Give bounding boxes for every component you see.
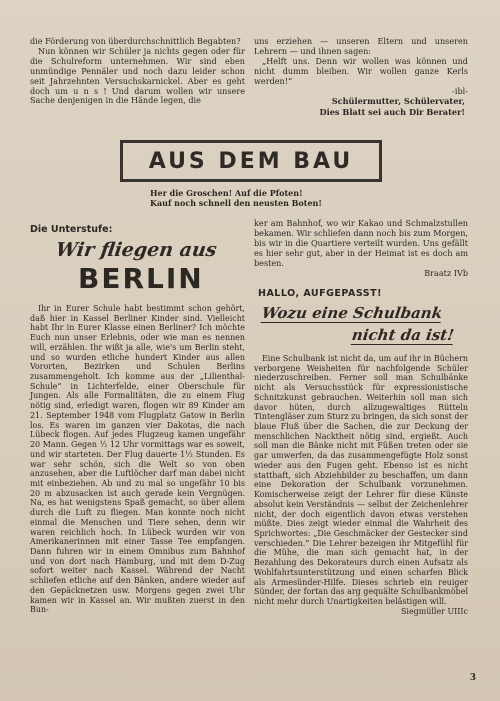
headline2-line1: [261, 304, 444, 322]
paragraph: die Förderung von überdurchschnittlich Begabten?: [30, 36, 241, 46]
headline-script: Wir fliegen aus: [54, 239, 219, 261]
headline2-line2: [351, 326, 455, 344]
article-text: Ihr in Eurer Schule habt bestimmt schon gehört, daß hier in Kassel Berliner Kinder sind. Vielleicht habt Ihr in Eurer Klasse einen Berliner? Ich möchte Euch nun unser Erlebnis, oder wie man es nennen will, erzählen. Ihr wißt ja alle, wie's um Berlin steht, und so wurden etliche hundert Kinder aus allen Vororten, Bezirken und Schulen Berlins zusammengeholt. Ich komme aus der „Lilienthal-Schule“ in Lichterfelde, einer Oberschule für Jungen. Als alle Formalitäten, die zu einem Flug nötig sind, erledigt waren, flogen wir 89 Kinder am 21. September 1948 vom Flugplatz Gatow in Berlin los. Es waren im ganzen vier Dakotas, die nach Lübeck flogen. Auf jedes Flugzeug kamen ungefähr 20 Mann. Gegen ½ 12 Uhr vormittags war es soweit, und wir starteten. Der Flug dauerte 1½ Stunden. Es war sehr schön, sich die Welt so von oben anzusehen, aber die Luftlöcher darf man dabei nicht mit einbeziehen. Ab und zu mal so ungefähr 10 bis 20 m abzusacken ist auch gerade kein Vergnügen. Na, es hat wenigstens Spaß gemacht, so über allem durch die Luft zu fliegen. Man konnte noch nicht einmal die Menschen und Tiere sehen, denn wir waren reichlich hoch. In Lübeck wurden wir von Amerikanerinnen mit einer Tasse Tee empfangen. Dann fuhren wir in einem Omnibus zum Bahnhof und von dort nach Hamburg, und mit dem D-Zug sofort weiter nach Kassel. Während der Nacht schliefen etliche auf den Bänken, andere wieder auf den Gepäcknetzen usw. Morgens gegen zwei Uhr kamen wir in Kassel an. Wir mußten zuerst in den Bun-: [30, 304, 245, 615]
top-left-column: [30, 37, 245, 106]
kicker: HALLO, AUFGEPASST!: [258, 288, 382, 299]
banner-subtitle: [150, 188, 410, 208]
top-right-column: [254, 37, 468, 96]
article-schulbank: [254, 354, 468, 616]
appeal-box: [290, 96, 465, 117]
headline2-text: Wozu eine Schulbank: [260, 304, 444, 322]
appeal-line: Dies Blatt sei auch Dir Berater!: [319, 106, 465, 117]
appeal-line: Schülermutter, Schülervater,: [331, 96, 465, 106]
signature: -ibl-: [452, 85, 468, 96]
signature: Siegmüller UIIIc: [400, 606, 468, 616]
article-berlin-continued: [254, 219, 468, 278]
article-text: Eine Schulbank ist nicht da, um auf ihr in Büchern verborgene Weisheiten für nachfolgende Schüler niederzuschreiben. Ferner soll man Schulbänke nicht als Versuchsstück für expressionistische Schnitzkunst gebrauchen. Weiterhin soll man sich davor hüten, durch allzugewaltiges Rütteln Tintengläser zum Sturz zu bringen, da sich sonst der blaue Fluß über die Sachen, die zur Deckung der menschlichen Nacktheit nötig sind, ergießt. Auch soll man die Bänke nicht mit Füßen treten oder sie gar umwerfen, da das zusammengefügte Holz sonst wieder aus den Fugen geht. Ebenso ist es nicht statthaft, sich Abziehbilder zu beschaffen, um dann eine Dekoration der Schulbank vorzunehmen. Komischerweise zeigt der Lehrer für diese Künste absolut kein Verständnis — selbst der Zeichenlehrer nicht, der doch eigentlich davon etwas verstehen müßte. Dies zeigt wieder einmal die Wahrheit des Sprichwortes: „Die Geschmäcker der Gestecker sind verschieden.“ Die Lehrer bezeigen ihr Mitgefühl für die Mühe, die man sich gemacht hat, in der Bezahlung des Dekorateurs durch einen Aufsatz als Wohlfahrtsunterstützung und einen scharfen Blick als Armesünder-Hilfe. Dieses schrieb ein reuiger Sünder, der fortan das arg gequälte Schulbankmöbel nicht mehr durch Unartigkeiten belästigen will.: [254, 354, 468, 606]
paragraph: uns erziehen — unseren Eltern und unseren Lehrern — und ihnen sagen:: [254, 36, 468, 56]
headline-berlin: BERLIN: [78, 262, 204, 295]
paragraph: Nun können wir Schüler ja nichts gegen oder für die Schulreform unternehmen. Wir sind eben unmündige Pennäler und noch dazu leider schon seit Jahrzehnten Versuchskarnickel. Aber es geht doch um u n s ! Und darum wollen wir unsere Sache denjenigen in die Hände legen, die: [30, 45, 245, 106]
subtitle-line: Her die Groschen! Auf die Pfoten!: [150, 188, 303, 198]
article-berlin: [30, 304, 245, 615]
page-number: 3: [469, 673, 476, 683]
signature: Braatz IVb: [424, 267, 468, 278]
article-text: ker am Bahnhof, wo wir Kakao und Schmalzstullen bekamen. Wir schliefen dann noch bis zum Morgen, bis wir in die Quartiere verteilt wurden. Uns gefällt es hier sehr gut, aber in der Heimat ist es doch am besten.: [254, 218, 468, 268]
section-label: Die Unterstufe:: [30, 224, 113, 235]
section-banner: AUS DEM BAU: [120, 140, 382, 182]
headline2-text: nicht da ist!: [350, 326, 456, 344]
paragraph: „Helft uns. Denn wir wollen was können und nicht dumm bleiben. Wir wollen ganze Kerls werden!“: [254, 55, 468, 86]
subtitle-line: Kauf noch schnell den neusten Boten!: [150, 198, 322, 208]
